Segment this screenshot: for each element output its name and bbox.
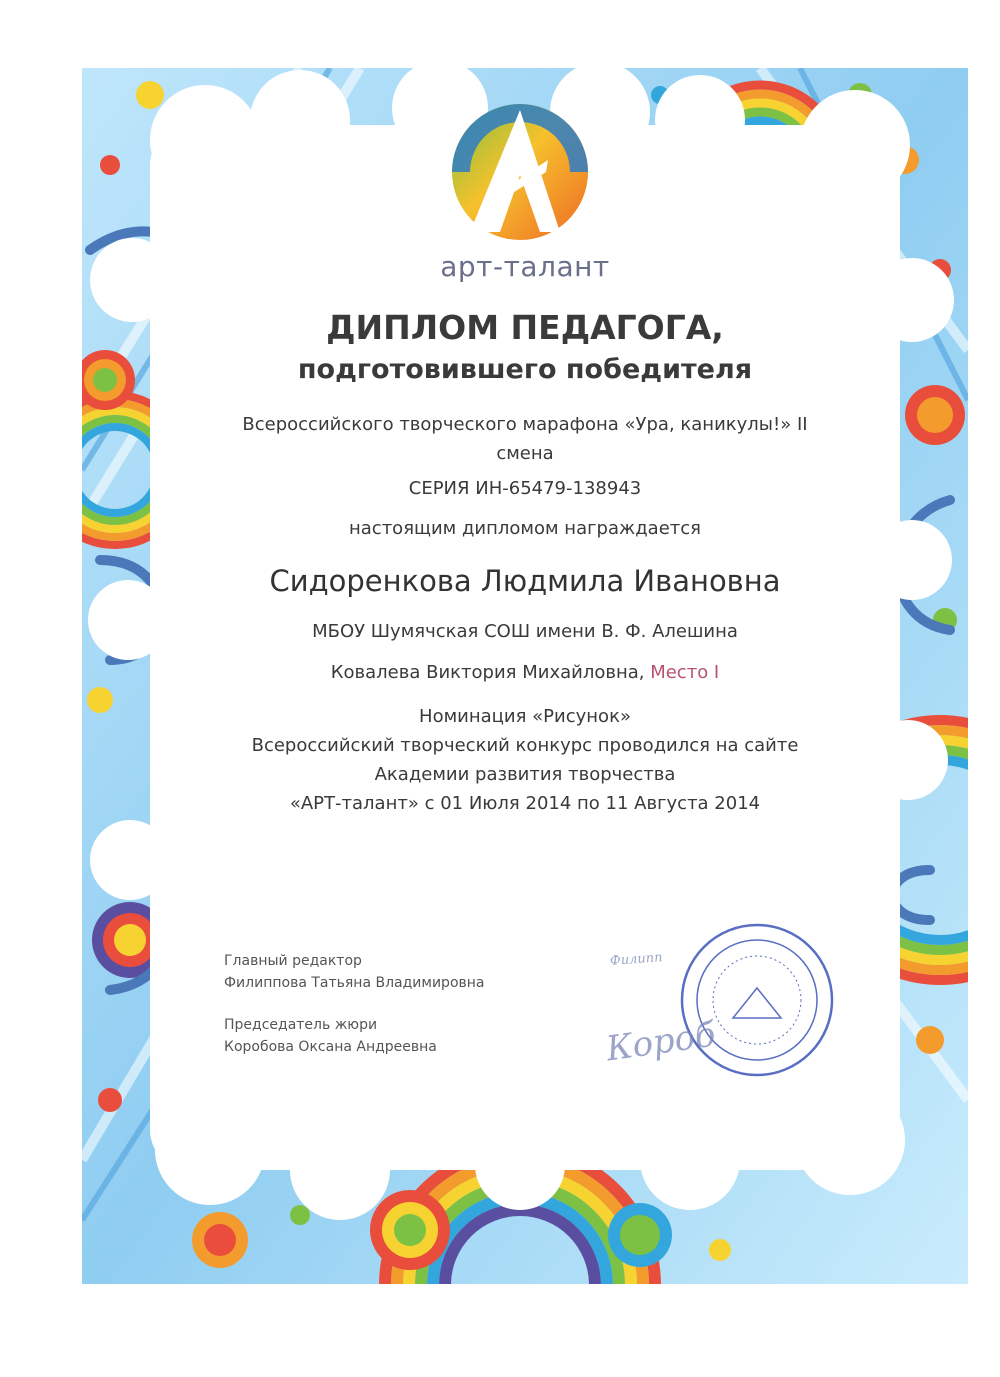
student-name: Ковалева Виктория Михайловна, [330,662,645,683]
editor-name: Филиппова Татьяна Владимировна [224,975,485,991]
event-line-1: Всероссийского творческого марафона «Ура, каникулы!» II [242,414,808,435]
jury-signature-scribble: Короб [603,1014,719,1070]
diploma-subtitle: подготовившего победителя [297,354,753,385]
event-line-2: смена [496,443,554,464]
contest-line-3: «АРТ-талант» с 01 Июля 2014 по 11 Августа 2014 [289,793,761,814]
student-line [150,662,900,683]
brand-logo [452,104,588,240]
signature-editor [224,950,485,994]
place-badge: Место I [650,662,720,683]
awarded-text: настоящим дипломом награждается [349,518,701,539]
event-name [200,410,850,468]
recipient-name: Сидоренкова Людмила Ивановна [269,564,781,598]
brand-name: арт-талант [440,250,610,283]
jury-role: Председатель жюри [224,1017,378,1033]
contest-details [150,702,900,818]
diploma-title: ДИПЛОМ ПЕДАГОГА, [326,308,724,347]
editor-role: Главный редактор [224,953,362,969]
nomination: Номинация «Рисунок» [419,706,631,727]
editor-signature-scribble: Филипп [609,950,664,969]
series-number: СЕРИЯ ИН-65479-138943 [408,478,642,499]
school-name: МБОУ Шумячская СОШ имени В. Ф. Алешина [312,621,738,642]
contest-line-1: Всероссийский творческий конкурс проводился на сайте [251,735,799,756]
signature-jury [224,1014,437,1058]
contest-line-2: Академии развития творчества [374,764,676,785]
jury-name: Коробова Оксана Андреевна [224,1039,437,1055]
